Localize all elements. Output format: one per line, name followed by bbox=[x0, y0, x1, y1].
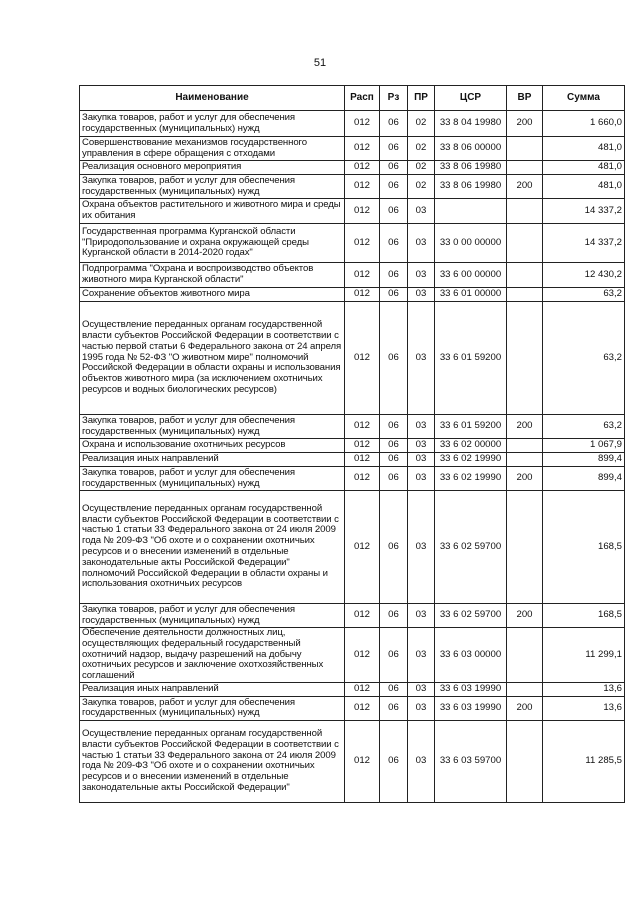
row-csr: 33 8 06 19980 bbox=[435, 175, 507, 199]
row-name: Закупка товаров, работ и услуг для обеспечения государственных (муниципальных) нужд bbox=[80, 696, 345, 720]
row-pr: 03 bbox=[408, 720, 435, 802]
row-sum: 63,2 bbox=[543, 415, 625, 439]
row-sum: 168,5 bbox=[543, 604, 625, 628]
row-rz: 06 bbox=[380, 263, 408, 288]
table-row bbox=[80, 263, 625, 288]
table-row bbox=[80, 467, 625, 491]
row-rz: 06 bbox=[380, 302, 408, 415]
row-vr bbox=[507, 288, 543, 302]
row-sum: 13,6 bbox=[543, 696, 625, 720]
row-sum: 1 067,9 bbox=[543, 439, 625, 453]
row-name: Осуществление переданных органам государственной власти субъектов Российской Федерации в соответствии с частью 1 статьи 33 Федерального закона от 24 июля 2009 года № 209-ФЗ "Об охоте и о сохранении охотничьих ресурсов и о внесении изменений в отдельные законодательные акты Российской Федерации" bbox=[80, 720, 345, 802]
row-sum: 14 337,2 bbox=[543, 199, 625, 224]
row-sum: 899,4 bbox=[543, 453, 625, 467]
header-pr: ПР bbox=[408, 86, 435, 111]
row-csr: 33 8 06 19980 bbox=[435, 161, 507, 175]
row-rz: 06 bbox=[380, 199, 408, 224]
row-rasp: 012 bbox=[345, 439, 380, 453]
row-pr: 03 bbox=[408, 696, 435, 720]
header-rz: Рз bbox=[380, 86, 408, 111]
row-rasp: 012 bbox=[345, 628, 380, 683]
table-row bbox=[80, 696, 625, 720]
row-sum: 12 430,2 bbox=[543, 263, 625, 288]
row-pr: 03 bbox=[408, 415, 435, 439]
header-name: Наименование bbox=[80, 86, 345, 111]
row-sum: 481,0 bbox=[543, 175, 625, 199]
row-rasp: 012 bbox=[345, 224, 380, 263]
row-pr: 03 bbox=[408, 628, 435, 683]
table-row bbox=[80, 628, 625, 683]
header-vr: ВР bbox=[507, 86, 543, 111]
table-row bbox=[80, 682, 625, 696]
row-vr: 200 bbox=[507, 415, 543, 439]
row-pr: 03 bbox=[408, 302, 435, 415]
row-vr bbox=[507, 439, 543, 453]
row-pr: 03 bbox=[408, 453, 435, 467]
row-rasp: 012 bbox=[345, 453, 380, 467]
row-sum: 14 337,2 bbox=[543, 224, 625, 263]
row-name: Закупка товаров, работ и услуг для обеспечения государственных (муниципальных) нужд bbox=[80, 175, 345, 199]
row-rz: 06 bbox=[380, 604, 408, 628]
row-csr: 33 6 03 00000 bbox=[435, 628, 507, 683]
table-header-row bbox=[80, 86, 625, 111]
row-sum: 481,0 bbox=[543, 161, 625, 175]
row-csr: 33 8 04 19980 bbox=[435, 111, 507, 137]
row-csr: 33 6 02 19990 bbox=[435, 467, 507, 491]
row-rz: 06 bbox=[380, 720, 408, 802]
row-csr: 33 0 00 00000 bbox=[435, 224, 507, 263]
table-row bbox=[80, 199, 625, 224]
row-rz: 06 bbox=[380, 467, 408, 491]
row-sum: 11 299,1 bbox=[543, 628, 625, 683]
row-rz: 06 bbox=[380, 439, 408, 453]
page-number: 51 bbox=[313, 57, 327, 69]
table-row bbox=[80, 224, 625, 263]
row-rz: 06 bbox=[380, 491, 408, 604]
row-rasp: 012 bbox=[345, 161, 380, 175]
row-rasp: 012 bbox=[345, 604, 380, 628]
row-rasp: 012 bbox=[345, 682, 380, 696]
row-csr: 33 6 03 19990 bbox=[435, 682, 507, 696]
row-name: Сохранение объектов животного мира bbox=[80, 288, 345, 302]
table-row bbox=[80, 453, 625, 467]
row-name: Реализация иных направлений bbox=[80, 682, 345, 696]
row-name: Охрана и использование охотничьих ресурсов bbox=[80, 439, 345, 453]
table-row bbox=[80, 111, 625, 137]
row-sum: 168,5 bbox=[543, 491, 625, 604]
row-rasp: 012 bbox=[345, 175, 380, 199]
row-rasp: 012 bbox=[345, 467, 380, 491]
row-vr: 200 bbox=[507, 111, 543, 137]
row-vr bbox=[507, 199, 543, 224]
row-name: Закупка товаров, работ и услуг для обеспечения государственных (муниципальных) нужд bbox=[80, 604, 345, 628]
row-csr bbox=[435, 199, 507, 224]
row-vr bbox=[507, 628, 543, 683]
row-rz: 06 bbox=[380, 288, 408, 302]
header-rasp: Расп bbox=[345, 86, 380, 111]
row-rasp: 012 bbox=[345, 491, 380, 604]
table-row bbox=[80, 161, 625, 175]
row-pr: 02 bbox=[408, 137, 435, 161]
row-name: Осуществление переданных органам государственной власти субъектов Российской Федерации в соответствии с частью первой статьи 6 Федерального закона от 24 апреля 1995 года № 52-ФЗ "О животном мире" полномочий Российской Федерации в области охраны и использования объектов животного мира (за исключением охотничьих ресурсов и водных биологических ресурсов) bbox=[80, 302, 345, 415]
row-rz: 06 bbox=[380, 453, 408, 467]
row-vr bbox=[507, 224, 543, 263]
row-csr: 33 6 03 19990 bbox=[435, 696, 507, 720]
row-pr: 03 bbox=[408, 224, 435, 263]
row-name: Реализация основного мероприятия bbox=[80, 161, 345, 175]
budget-table bbox=[79, 85, 625, 803]
row-sum: 1 660,0 bbox=[543, 111, 625, 137]
row-rz: 06 bbox=[380, 682, 408, 696]
row-name: Охрана объектов растительного и животного мира и среды их обитания bbox=[80, 199, 345, 224]
row-rasp: 012 bbox=[345, 696, 380, 720]
row-rasp: 012 bbox=[345, 111, 380, 137]
header-sum: Сумма bbox=[543, 86, 625, 111]
row-pr: 03 bbox=[408, 288, 435, 302]
row-rasp: 012 bbox=[345, 263, 380, 288]
row-pr: 03 bbox=[408, 263, 435, 288]
row-csr: 33 6 02 00000 bbox=[435, 439, 507, 453]
row-csr: 33 6 03 59700 bbox=[435, 720, 507, 802]
row-rasp: 012 bbox=[345, 199, 380, 224]
row-csr: 33 8 06 00000 bbox=[435, 137, 507, 161]
row-csr: 33 6 01 00000 bbox=[435, 288, 507, 302]
row-csr: 33 6 00 00000 bbox=[435, 263, 507, 288]
row-rz: 06 bbox=[380, 415, 408, 439]
row-rasp: 012 bbox=[345, 415, 380, 439]
row-pr: 03 bbox=[408, 682, 435, 696]
row-name: Государственная программа Курганской области "Природопользование и охрана окружающей среды Курганской области в 2014-2020 годах" bbox=[80, 224, 345, 263]
row-rasp: 012 bbox=[345, 288, 380, 302]
row-csr: 33 6 02 59700 bbox=[435, 491, 507, 604]
table-row bbox=[80, 175, 625, 199]
row-sum: 11 285,5 bbox=[543, 720, 625, 802]
table-row bbox=[80, 720, 625, 802]
row-name: Закупка товаров, работ и услуг для обеспечения государственных (муниципальных) нужд bbox=[80, 467, 345, 491]
row-rz: 06 bbox=[380, 111, 408, 137]
row-csr: 33 6 01 59200 bbox=[435, 415, 507, 439]
row-csr: 33 6 02 59700 bbox=[435, 604, 507, 628]
row-rz: 06 bbox=[380, 224, 408, 263]
row-sum: 899,4 bbox=[543, 467, 625, 491]
row-name: Осуществление переданных органам государственной власти субъектов Российской Федерации в соответствии с частью 1 статьи 33 Федерального закона от 24 июля 2009 года № 209-ФЗ "Об охоте и о сохранении охотничьих ресурсов и о внесении изменений в отдельные законодательные акты Российской Федерации" полномочий Российской Федерации в области охраны и использования охотничьих ресурсов bbox=[80, 491, 345, 604]
row-vr bbox=[507, 137, 543, 161]
table-row bbox=[80, 137, 625, 161]
row-vr bbox=[507, 682, 543, 696]
table-row bbox=[80, 415, 625, 439]
row-vr bbox=[507, 263, 543, 288]
row-pr: 02 bbox=[408, 161, 435, 175]
row-rasp: 012 bbox=[345, 720, 380, 802]
row-name: Подпрограмма "Охрана и воспроизводство объектов животного мира Курганской области" bbox=[80, 263, 345, 288]
row-vr: 200 bbox=[507, 175, 543, 199]
row-csr: 33 6 02 19990 bbox=[435, 453, 507, 467]
row-sum: 63,2 bbox=[543, 288, 625, 302]
table-row bbox=[80, 491, 625, 604]
table-row bbox=[80, 439, 625, 453]
row-rz: 06 bbox=[380, 696, 408, 720]
row-rz: 06 bbox=[380, 628, 408, 683]
table-row bbox=[80, 604, 625, 628]
row-vr bbox=[507, 453, 543, 467]
row-vr bbox=[507, 720, 543, 802]
row-vr: 200 bbox=[507, 467, 543, 491]
row-vr: 200 bbox=[507, 696, 543, 720]
table-row bbox=[80, 288, 625, 302]
row-pr: 02 bbox=[408, 175, 435, 199]
table-row bbox=[80, 302, 625, 415]
row-rasp: 012 bbox=[345, 137, 380, 161]
row-pr: 03 bbox=[408, 467, 435, 491]
row-name: Закупка товаров, работ и услуг для обеспечения государственных (муниципальных) нужд bbox=[80, 111, 345, 137]
row-name: Обеспечение деятельности должностных лиц, осуществляющих федеральный государственный охотничий надзор, выдачу разрешений на добычу охотничьих ресурсов и заключение охотхозяйственных соглашений bbox=[80, 628, 345, 683]
row-csr: 33 6 01 59200 bbox=[435, 302, 507, 415]
row-name: Совершенствование механизмов государственного управления в сфере обращения с отходами bbox=[80, 137, 345, 161]
row-pr: 03 bbox=[408, 604, 435, 628]
row-sum: 13,6 bbox=[543, 682, 625, 696]
row-vr bbox=[507, 491, 543, 604]
row-rz: 06 bbox=[380, 137, 408, 161]
row-pr: 02 bbox=[408, 111, 435, 137]
row-vr bbox=[507, 302, 543, 415]
row-rz: 06 bbox=[380, 161, 408, 175]
row-rasp: 012 bbox=[345, 302, 380, 415]
row-vr bbox=[507, 161, 543, 175]
row-vr: 200 bbox=[507, 604, 543, 628]
row-pr: 03 bbox=[408, 199, 435, 224]
header-csr: ЦСР bbox=[435, 86, 507, 111]
row-rz: 06 bbox=[380, 175, 408, 199]
row-pr: 03 bbox=[408, 439, 435, 453]
row-sum: 63,2 bbox=[543, 302, 625, 415]
row-name: Реализация иных направлений bbox=[80, 453, 345, 467]
row-pr: 03 bbox=[408, 491, 435, 604]
row-sum: 481,0 bbox=[543, 137, 625, 161]
row-name: Закупка товаров, работ и услуг для обеспечения государственных (муниципальных) нужд bbox=[80, 415, 345, 439]
table-body bbox=[80, 111, 625, 803]
